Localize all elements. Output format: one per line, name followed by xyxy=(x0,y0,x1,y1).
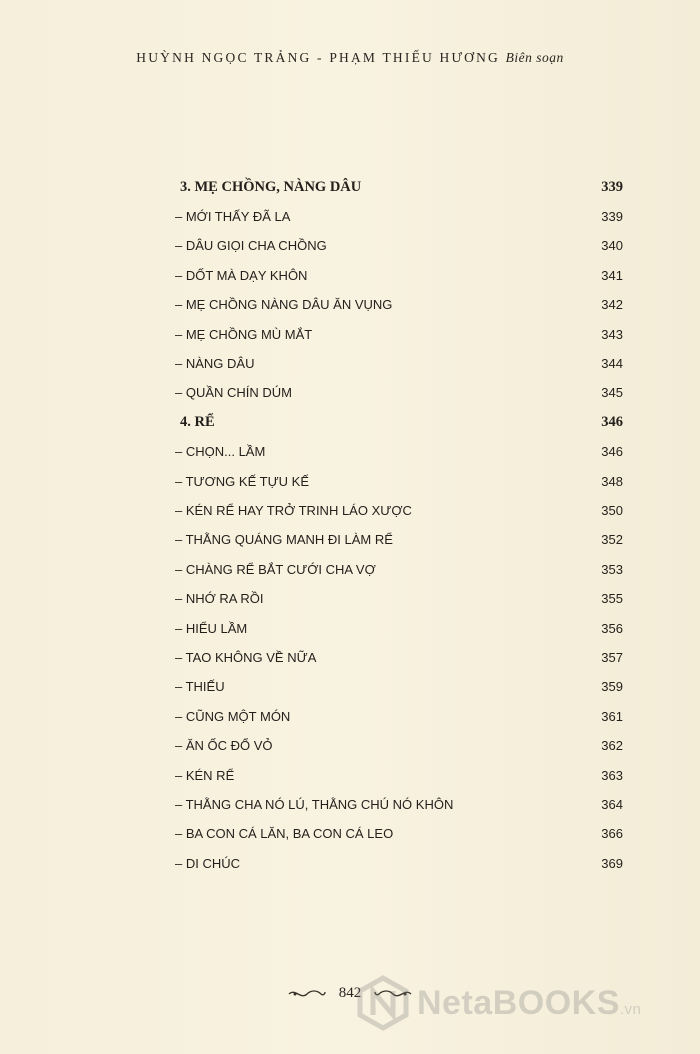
toc-entry-row xyxy=(175,323,623,345)
toc-entry-page: 359 xyxy=(601,679,623,695)
toc-entry-label: – ĂN ỐC ĐỔ VỎ xyxy=(175,738,273,754)
toc-entry-page: 348 xyxy=(601,473,623,489)
toc-entry-label: – DI CHÚC xyxy=(175,855,241,871)
toc-entry-label: – QUẦN CHÍN DÚM xyxy=(175,385,293,401)
toc-entry-row xyxy=(175,764,623,786)
toc-entry-page: 344 xyxy=(601,355,623,371)
toc-entry-label: – KÉN RỂ xyxy=(175,767,235,783)
toc-entry-row xyxy=(175,676,623,698)
toc-entry-row xyxy=(175,823,623,845)
toc-entry-label: 4. RỂ xyxy=(180,413,215,430)
toc-entry-row xyxy=(175,382,623,404)
toc-section-row xyxy=(180,411,623,433)
toc-entry-label: – TAO KHÔNG VỀ NỮA xyxy=(175,649,317,665)
toc-entry-row xyxy=(175,441,623,463)
toc-entry-row xyxy=(175,529,623,551)
toc-entry-label: – THIẾU xyxy=(175,679,225,695)
toc-entry-page: 356 xyxy=(601,620,623,636)
toc-entry-label: – CŨNG MỘT MÓN xyxy=(175,708,291,724)
toc-entry-row xyxy=(175,264,623,286)
toc-entry-page: 346 xyxy=(601,444,623,460)
toc-entry-page: 340 xyxy=(601,238,623,254)
page-number: 842 xyxy=(338,985,362,1002)
toc-entry-row xyxy=(175,793,623,815)
toc-entry-row xyxy=(175,852,623,874)
toc-entry-label: 3. MẸ CHỒNG, NÀNG DÂU xyxy=(180,178,362,195)
toc-entry-label: – CHÀNG RỂ BẮT CƯỚI CHA VỢ xyxy=(175,561,376,577)
toc-entry-page: 353 xyxy=(601,561,623,577)
watermark-text xyxy=(417,984,641,1023)
toc-entry-page: 364 xyxy=(601,796,623,812)
toc-entry-page: 345 xyxy=(601,385,623,401)
toc-entry-page: 355 xyxy=(601,591,623,607)
toc-entry-label: – KÉN RỂ HAY TRỞ TRINH LÁO XƯỢC xyxy=(175,502,412,518)
toc-entry-row xyxy=(175,558,623,580)
toc-entry-row xyxy=(175,735,623,757)
toc-entry-label: – NHỚ RA RỒI xyxy=(175,591,264,607)
toc-entry-page: 343 xyxy=(601,326,623,342)
toc-entry-row xyxy=(175,235,623,257)
toc-entry-row xyxy=(175,352,623,374)
watermark-suffix: .vn xyxy=(619,1000,642,1018)
toc-entry-row xyxy=(175,705,623,727)
toc-entry-row xyxy=(175,588,623,610)
toc-entry-page: 341 xyxy=(601,267,623,283)
toc-entry-page: 357 xyxy=(601,649,623,665)
toc-entry-label: – MẸ CHỒNG NÀNG DÂU ĂN VỤNG xyxy=(175,297,393,313)
toc-entry-page: 362 xyxy=(601,738,623,754)
toc-entry-label: – MẸ CHỒNG MÙ MẮT xyxy=(175,326,313,342)
toc-entry-label: – THẰNG CHA NÓ LÚ, THẰNG CHÚ NÓ KHÔN xyxy=(175,796,454,812)
toc-entry-label: – DÂU GIỌI CHA CHỒNG xyxy=(175,238,327,254)
toc-entry-row xyxy=(175,617,623,639)
toc-entry-page: 363 xyxy=(601,767,623,783)
toc-entry-page: 339 xyxy=(601,208,623,224)
toc-entry-page: 369 xyxy=(601,855,623,871)
toc-entry-page: 346 xyxy=(601,413,623,430)
toc-entry-page: 350 xyxy=(601,502,623,518)
netabooks-logo-icon xyxy=(355,975,411,1031)
toc-entry-page: 361 xyxy=(601,708,623,724)
toc-entry-row xyxy=(175,499,623,521)
toc-entry-row xyxy=(175,205,623,227)
toc-section-row xyxy=(180,176,623,198)
toc-entry-row xyxy=(175,646,623,668)
header-authors: HUỲNH NGỌC TRẢNG - PHẠM THIẾU HƯƠNG xyxy=(136,50,501,65)
left-ornament-icon xyxy=(287,988,327,1000)
toc-entry-row xyxy=(175,470,623,492)
toc-entry-label: – MỚI THẤY ĐÃ LA xyxy=(175,208,291,224)
toc-entry-label: – HIỂU LẦM xyxy=(175,620,248,636)
toc-entry-label: – DỐT MÀ DẠY KHÔN xyxy=(175,267,308,283)
toc-entry-label: – TƯƠNG KẾ TỰU KẾ xyxy=(175,473,310,489)
toc-entry-label: – BA CON CÁ LĂN, BA CON CÁ LEO xyxy=(175,826,394,842)
header-role: Biên soạn xyxy=(505,50,564,65)
netabooks-watermark xyxy=(355,968,685,1038)
toc-entry-row xyxy=(175,294,623,316)
watermark-brand: NetaBOOKS xyxy=(417,983,620,1022)
toc-entry-label: – THẰNG QUÁNG MANH ĐI LÀM RỂ xyxy=(175,532,393,548)
toc-entry-page: 342 xyxy=(601,297,623,313)
toc-entry-label: – NÀNG DÂU xyxy=(175,355,255,371)
toc-entry-label: – CHỌN... LẦM xyxy=(175,444,266,460)
toc-entry-page: 352 xyxy=(601,532,623,548)
toc-entry-page: 366 xyxy=(601,826,623,842)
toc-entry-page: 339 xyxy=(601,178,623,195)
